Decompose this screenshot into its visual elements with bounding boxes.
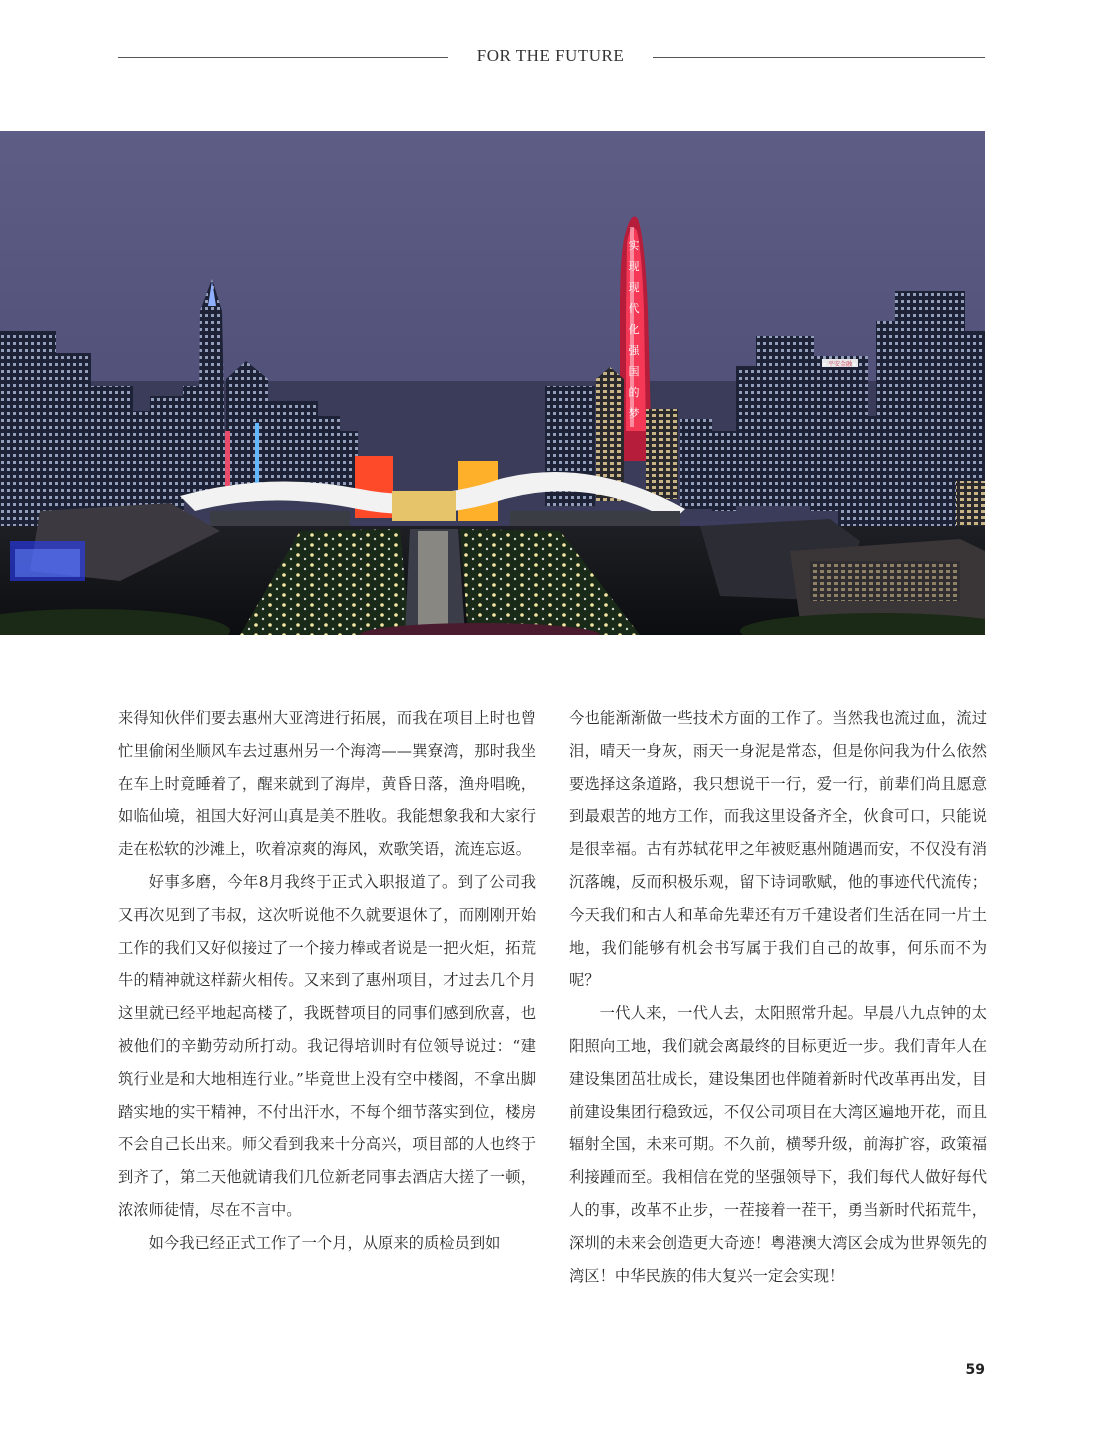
tower-text	[629, 239, 641, 420]
text-column-left	[118, 702, 536, 1260]
building-sign: 平安金融	[827, 361, 853, 368]
header-rule-right	[653, 57, 985, 58]
city-night-photo	[0, 131, 985, 635]
tower-char: 强	[628, 344, 640, 357]
tower-char: 梦	[628, 407, 640, 420]
paragraph: 好事多磨，今年8月我终于正式入职报道了。到了公司我又再次见到了韦叔，这次听说他不久就要退休了，而刚刚开始工作的我们又好似接过了一个接力棒或者说是一把火炬，拓荒牛的精神就这样薪火相传。又来到了惠州项目，才过去几个月这里就已经平地起高楼了，我既替项目的同事们感到欣喜，也被他们的辛勤劳动所打动。我记得培训时有位领导说过：“建筑行业是和大地相连行业。”毕竟世上没有空中楼阁，不拿出脚踏实地的实干精神，不付出汗水，不每个细节落实到位，楼房不会自己长出来。师父看到我来十分高兴，项目部的人也终于到齐了，第二天他就请我们几位新老同事去酒店大搓了一顿，浓浓师徒情，尽在不言中。	[118, 872, 536, 1219]
tower-char: 现	[628, 281, 640, 294]
tower-char: 化	[628, 323, 640, 336]
paragraph: 如今我已经正式工作了一个月，从原来的质检员到如	[148, 1233, 501, 1252]
tower-char: 代	[628, 302, 640, 315]
header-title: FOR THE FUTURE	[476, 46, 625, 65]
running-header	[118, 44, 985, 72]
text-column-right	[569, 702, 987, 1292]
tower-char: 现	[628, 260, 640, 273]
paragraph: 今也能渐渐做一些技术方面的工作了。当然我也流过血，流过泪，晴天一身灰，雨天一身泥是常态，但是你问我为什么依然要选择这条道路，我只想说干一行，爱一行，前辈们尚且愿意到最艰苦的地方工作，而我这里设备齐全，伙食可口，只能说是很幸福。古有苏轼花甲之年被贬惠州随遇而安，不仅没有消沉落魄，反而积极乐观，留下诗词歌赋，他的事迹代代流传；今天我们和古人和革命先辈还有万千建设者们生活在同一片土地，我们能够有机会书写属于我们自己的故事，何乐而不为呢？	[569, 709, 987, 990]
tower-char: 国	[628, 365, 640, 378]
header-rule-left	[118, 57, 448, 58]
page-number: 59	[965, 1362, 985, 1378]
paragraph: 来得知伙伴们要去惠州大亚湾进行拓展，而我在项目上时也曾忙里偷闲坐顺风车去过惠州另一个海湾——巽寮湾，那时我坐在车上时竟睡着了，醒来就到了海岸，黄昏日落，渔舟唱晚，如临仙境，祖国大好河山真是美不胜收。我能想象我和大家行走在松软的沙滩上，吹着凉爽的海风，欢歌笑语，流连忘返。	[118, 709, 536, 859]
paragraph: 一代人来，一代人去，太阳照常升起。早晨八九点钟的太阳照向工地，我们就会离最终的目标更近一步。我们青年人在建设集团茁壮成长，建设集团也伴随着新时代改革再出发，目前建设集团行稳致远，不仅公司项目在大湾区遍地开花，而且辐射全国，未来可期。不久前，横琴升级，前海扩容，政策福利接踵而至。我相信在党的坚强领导下，我们每代人做好每代人的事，改革不止步，一茬接着一茬干，勇当新时代拓荒牛，深圳的未来会创造更大奇迹！粤港澳大湾区会成为世界领先的湾区！中华民族的伟大复兴一定会实现！	[569, 1004, 987, 1285]
tower-char: 的	[628, 386, 640, 399]
tower-char: 实	[628, 239, 640, 252]
